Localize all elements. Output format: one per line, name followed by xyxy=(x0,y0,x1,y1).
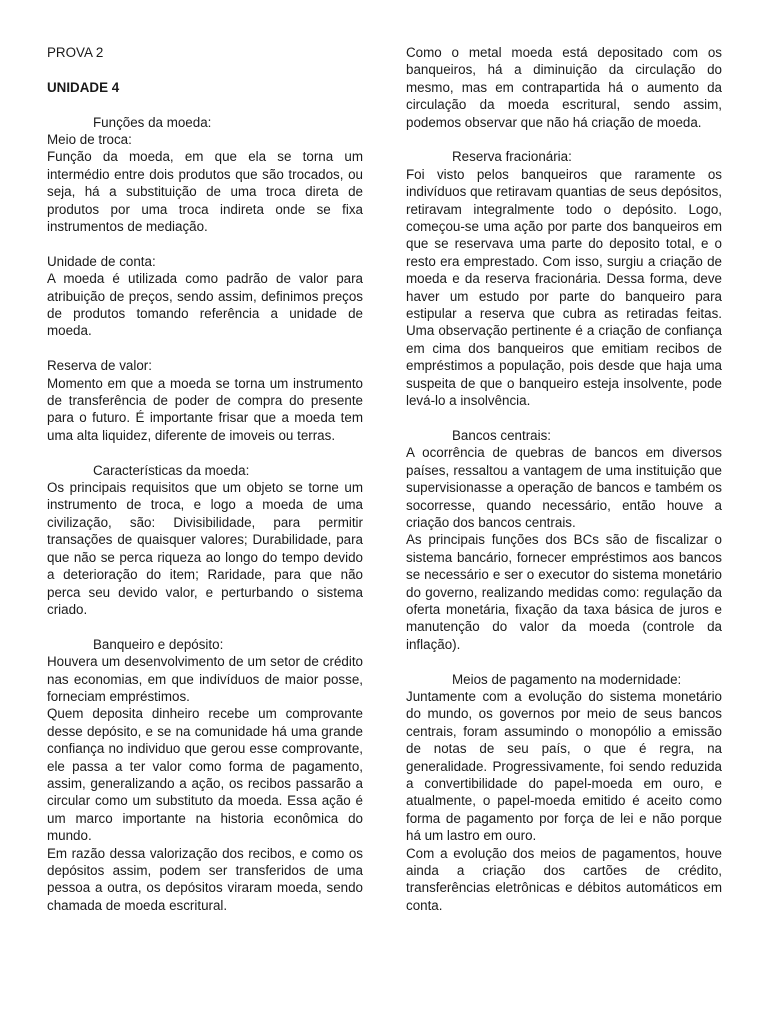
paragraph-meio-de-troca: Função da moeda, em que ela se torna um intermédio entre dois produtos que são trocados, ou seja, há a substituição de uma troca direta de produtos por uma troca indireta onde se fixa instrumentos de mediação. xyxy=(47,149,363,235)
section-heading-meios-de-pagamento: Meios de pagamento na modernidade: xyxy=(452,671,682,687)
exam-title: PROVA 2 xyxy=(47,45,104,60)
paragraph-meios-de-pagamento-1: Juntamente com a evolução do sistema monetário do mundo, os governos por meio de seus bancos centrais, foram assumindo o monopólio a emissão de notas de seu país, o que é regra, na generalidade. Progressivamente, foi sendo reduzida a convertibilidade do papel-moeda em ouro, e atualmente, o papel-moeda emitido é aceito como forma de pagamento por força de lei e não porque há um lastro em ouro. xyxy=(406,688,722,844)
left-column xyxy=(47,44,363,914)
paragraph-meios-de-pagamento-2: Com a evolução dos meios de pagamentos, houve ainda a criação dos cartões de crédito, transferências eletrônicas e débitos automáticos em conta. xyxy=(406,845,722,913)
section-heading-reserva-fracionaria: Reserva fracionária: xyxy=(452,149,572,165)
subheading-meio-de-troca: Meio de troca: xyxy=(47,132,132,147)
paragraph-unidade-de-conta: A moeda é utilizada como padrão de valor para atribuição de preços, sendo assim, definimos preços de produtos tomando referência a unidade de moeda. xyxy=(47,271,363,339)
paragraph-reserva-fracionaria: Foi visto pelos banqueiros que raramente os indivíduos que retiravam quantias de seus depósitos, retiravam integralmente todo o depósito. Logo, começou-se uma ação por parte dos banqueiros em que se reservava uma parte do deposito total, e o resto era emprestado. Com isso, surgiu a criação de moeda e da reserva fracionária. Dessa forma, deve haver um estudo por parte do banqueiro para estipular a reserva que cubra as retiradas feitas. Uma observação pertinente é a criação de confiança em cima dos banqueiros que emitiam recibos de empréstimos a população, pois desde que haja uma suspeita de que o banqueiro esteja insolvente, pode levá-lo a insolvência. xyxy=(406,166,722,409)
paragraph-caracteristicas: Os principais requisitos que um objeto se torne um instrumento de troca, e logo a moeda de uma civilização, são: Divisibilidade, para permitir transações de quaisquer valores; Durabilidade, para que não se perca riqueza ao longo do tempo devido a deterioração do item; Raridade, para que não perca seu devido valor, e perturbando o sistema criado. xyxy=(47,480,363,617)
subheading-unidade-de-conta: Unidade de conta: xyxy=(47,253,156,269)
paragraph-banqueiro-1: Houvera um desenvolvimento de um setor de crédito nas economias, em que indivíduos de maior posse, forneciam empréstimos. xyxy=(47,654,363,704)
section-heading-bancos-centrais: Bancos centrais: xyxy=(452,427,551,443)
paragraph-bancos-centrais-2: As principais funções dos BCs são de fiscalizar o sistema bancário, fornecer empréstimos aos bancos se necessário e ser o executor do sistema monetário do governo, realizando medidas como: regulação da oferta monetária, fixação da taxa básica de juros e manutenção do valor da moeda (controle da inflação). xyxy=(406,532,722,652)
subheading-reserva-de-valor: Reserva de valor: xyxy=(47,358,152,374)
section-heading-funcoes: Funções da moeda: xyxy=(93,114,212,130)
paragraph-reserva-de-valor: Momento em que a moeda se torna um instrumento de transferência de poder de compra do presente para o futuro. É importante frisar que a moeda tem uma alta liquidez, diferente de imoveis ou terras. xyxy=(47,375,363,443)
section-heading-banqueiro: Banqueiro e depósito: xyxy=(93,636,224,652)
paragraph-metal-moeda: Como o metal moeda está depositado com os banqueiros, há a diminuição da circulação do mesmo, mas em contrapartida há o aumento da circulação da moeda escritural, sendo assim, podemos observar que não há criação de moeda. xyxy=(406,45,722,130)
paragraph-banqueiro-2: Quem deposita dinheiro recebe um comprovante desse depósito, e se na comunidade há uma grande confiança no individuo que gerou esse comprovante, ele passa a ter valor como forma de pagamento, assim, generalizando a ação, os recibos passarão a circular como um substituto da moeda. Essa ação é um marco importante na historia econômica do mundo. xyxy=(47,706,363,844)
section-heading-caracteristicas: Características da moeda: xyxy=(93,462,250,478)
paragraph-banqueiro-3: Em razão dessa valorização dos recibos, e como os depósitos assim, podem ser transferidos de uma pessoa a outra, os depósitos viraram moeda, sendo chamada de moeda escritural. xyxy=(47,845,363,913)
paragraph-bancos-centrais-1: A ocorrência de quebras de bancos em diversos países, ressaltou a vantagem de uma instituição que supervisionasse a operação de bancos e também os socorresse, quando necessário, então houve a criação dos bancos centrais. xyxy=(406,445,722,530)
right-column xyxy=(406,44,722,914)
unit-title: UNIDADE 4 xyxy=(47,79,120,95)
